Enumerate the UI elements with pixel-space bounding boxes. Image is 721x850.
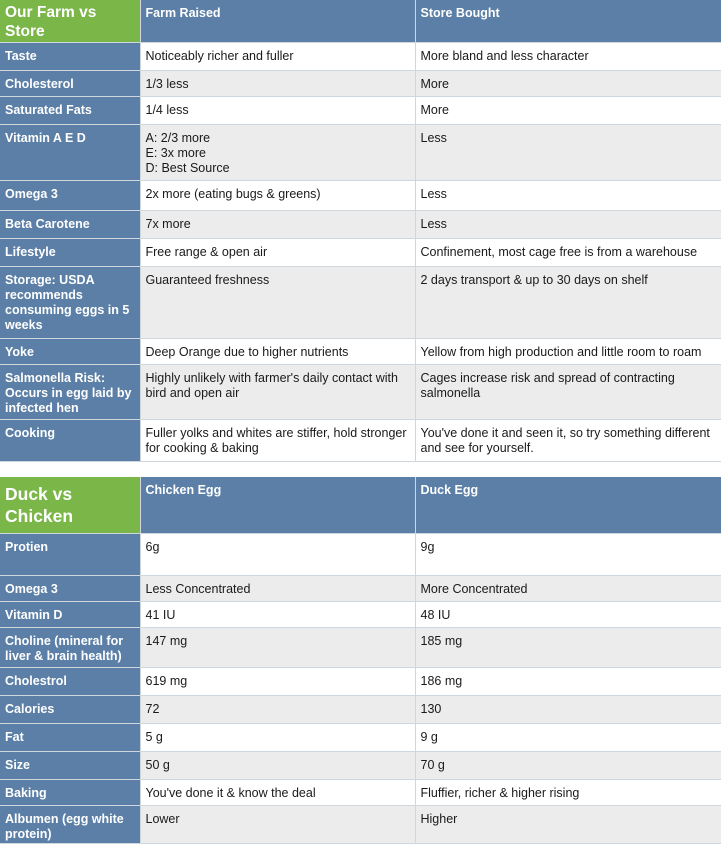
farm-table-header-row (0, 0, 721, 42)
store-cell: More (415, 70, 721, 96)
table-row (0, 70, 721, 96)
row-label: Calories (0, 695, 140, 723)
table-row (0, 124, 721, 180)
row-label: Baking (0, 779, 140, 805)
duck-table-header-row (0, 477, 721, 533)
farm-table-corner-title: Our Farm vs Store (0, 0, 140, 42)
row-label: Lifestyle (0, 238, 140, 266)
row-label: Yoke (0, 338, 140, 364)
farm-cell: 2x more (eating bugs & greens) (140, 180, 415, 210)
duck-cell: 70 g (415, 751, 721, 779)
duck-vs-chicken-table (0, 477, 721, 844)
store-cell: Less (415, 124, 721, 180)
store-cell: Less (415, 180, 721, 210)
duck-table-corner-title: Duck vs Chicken (0, 477, 140, 533)
duck-egg-header: Duck Egg (415, 477, 721, 533)
table-row (0, 419, 721, 461)
duck-cell: Fluffier, richer & higher rising (415, 779, 721, 805)
store-cell: Confinement, most cage free is from a warehouse (415, 238, 721, 266)
table-row (0, 627, 721, 667)
row-label: Cholestrol (0, 667, 140, 695)
table-row (0, 238, 721, 266)
duck-cell: 9 g (415, 723, 721, 751)
store-cell: You've done it and seen it, so try something different and see for yourself. (415, 419, 721, 461)
row-label: Fat (0, 723, 140, 751)
table-row (0, 779, 721, 805)
row-label: Protien (0, 533, 140, 575)
chicken-cell: 41 IU (140, 601, 415, 627)
store-cell: 2 days transport & up to 30 days on shelf (415, 266, 721, 338)
chicken-cell: Lower (140, 805, 415, 843)
row-label: Taste (0, 42, 140, 70)
table-row (0, 533, 721, 575)
chicken-cell: Less Concentrated (140, 575, 415, 601)
table-row (0, 601, 721, 627)
farm-cell: Fuller yolks and whites are stiffer, hold stronger for cooking & baking (140, 419, 415, 461)
table-row (0, 805, 721, 843)
farm-cell: Guaranteed freshness (140, 266, 415, 338)
farm-cell: Deep Orange due to higher nutrients (140, 338, 415, 364)
chicken-cell: 6g (140, 533, 415, 575)
store-cell: Less (415, 210, 721, 238)
table-row (0, 210, 721, 238)
row-label: Vitamin A E D (0, 124, 140, 180)
farm-cell: Noticeably richer and fuller (140, 42, 415, 70)
row-label: Omega 3 (0, 180, 140, 210)
table-row (0, 695, 721, 723)
chicken-cell: You've done it & know the deal (140, 779, 415, 805)
chicken-cell: 5 g (140, 723, 415, 751)
duck-cell: Higher (415, 805, 721, 843)
farm-cell: Free range & open air (140, 238, 415, 266)
chicken-cell: 72 (140, 695, 415, 723)
duck-cell: 186 mg (415, 667, 721, 695)
farm-cell: A: 2/3 more E: 3x more D: Best Source (140, 124, 415, 180)
table-row (0, 575, 721, 601)
row-label: Saturated Fats (0, 96, 140, 124)
table-row (0, 751, 721, 779)
store-cell: More bland and less character (415, 42, 721, 70)
row-label: Choline (mineral for liver & brain health) (0, 627, 140, 667)
table-row (0, 180, 721, 210)
farm-raised-header: Farm Raised (140, 0, 415, 42)
table-row (0, 96, 721, 124)
row-label: Cholesterol (0, 70, 140, 96)
row-label: Salmonella Risk: Occurs in egg laid by infected hen (0, 364, 140, 419)
duck-cell: 9g (415, 533, 721, 575)
table-row (0, 723, 721, 751)
chicken-cell: 50 g (140, 751, 415, 779)
farm-cell: 7x more (140, 210, 415, 238)
farm-cell: 1/3 less (140, 70, 415, 96)
row-label: Cooking (0, 419, 140, 461)
row-label: Albumen (egg white protein) (0, 805, 140, 843)
table-row (0, 338, 721, 364)
table-row (0, 364, 721, 419)
table-row (0, 42, 721, 70)
duck-cell: 48 IU (415, 601, 721, 627)
row-label: Vitamin D (0, 601, 140, 627)
duck-cell: More Concentrated (415, 575, 721, 601)
row-label: Omega 3 (0, 575, 140, 601)
chicken-cell: 619 mg (140, 667, 415, 695)
chicken-cell: 147 mg (140, 627, 415, 667)
row-label: Storage: USDA recommends consuming eggs in 5 weeks (0, 266, 140, 338)
table-row (0, 266, 721, 338)
table-row (0, 667, 721, 695)
store-bought-header: Store Bought (415, 0, 721, 42)
store-cell: Cages increase risk and spread of contracting salmonella (415, 364, 721, 419)
duck-cell: 130 (415, 695, 721, 723)
store-cell: More (415, 96, 721, 124)
farm-cell: Highly unlikely with farmer's daily contact with bird and open air (140, 364, 415, 419)
row-label: Size (0, 751, 140, 779)
store-cell: Yellow from high production and little room to roam (415, 338, 721, 364)
chicken-egg-header: Chicken Egg (140, 477, 415, 533)
farm-cell: 1/4 less (140, 96, 415, 124)
row-label: Beta Carotene (0, 210, 140, 238)
duck-cell: 185 mg (415, 627, 721, 667)
